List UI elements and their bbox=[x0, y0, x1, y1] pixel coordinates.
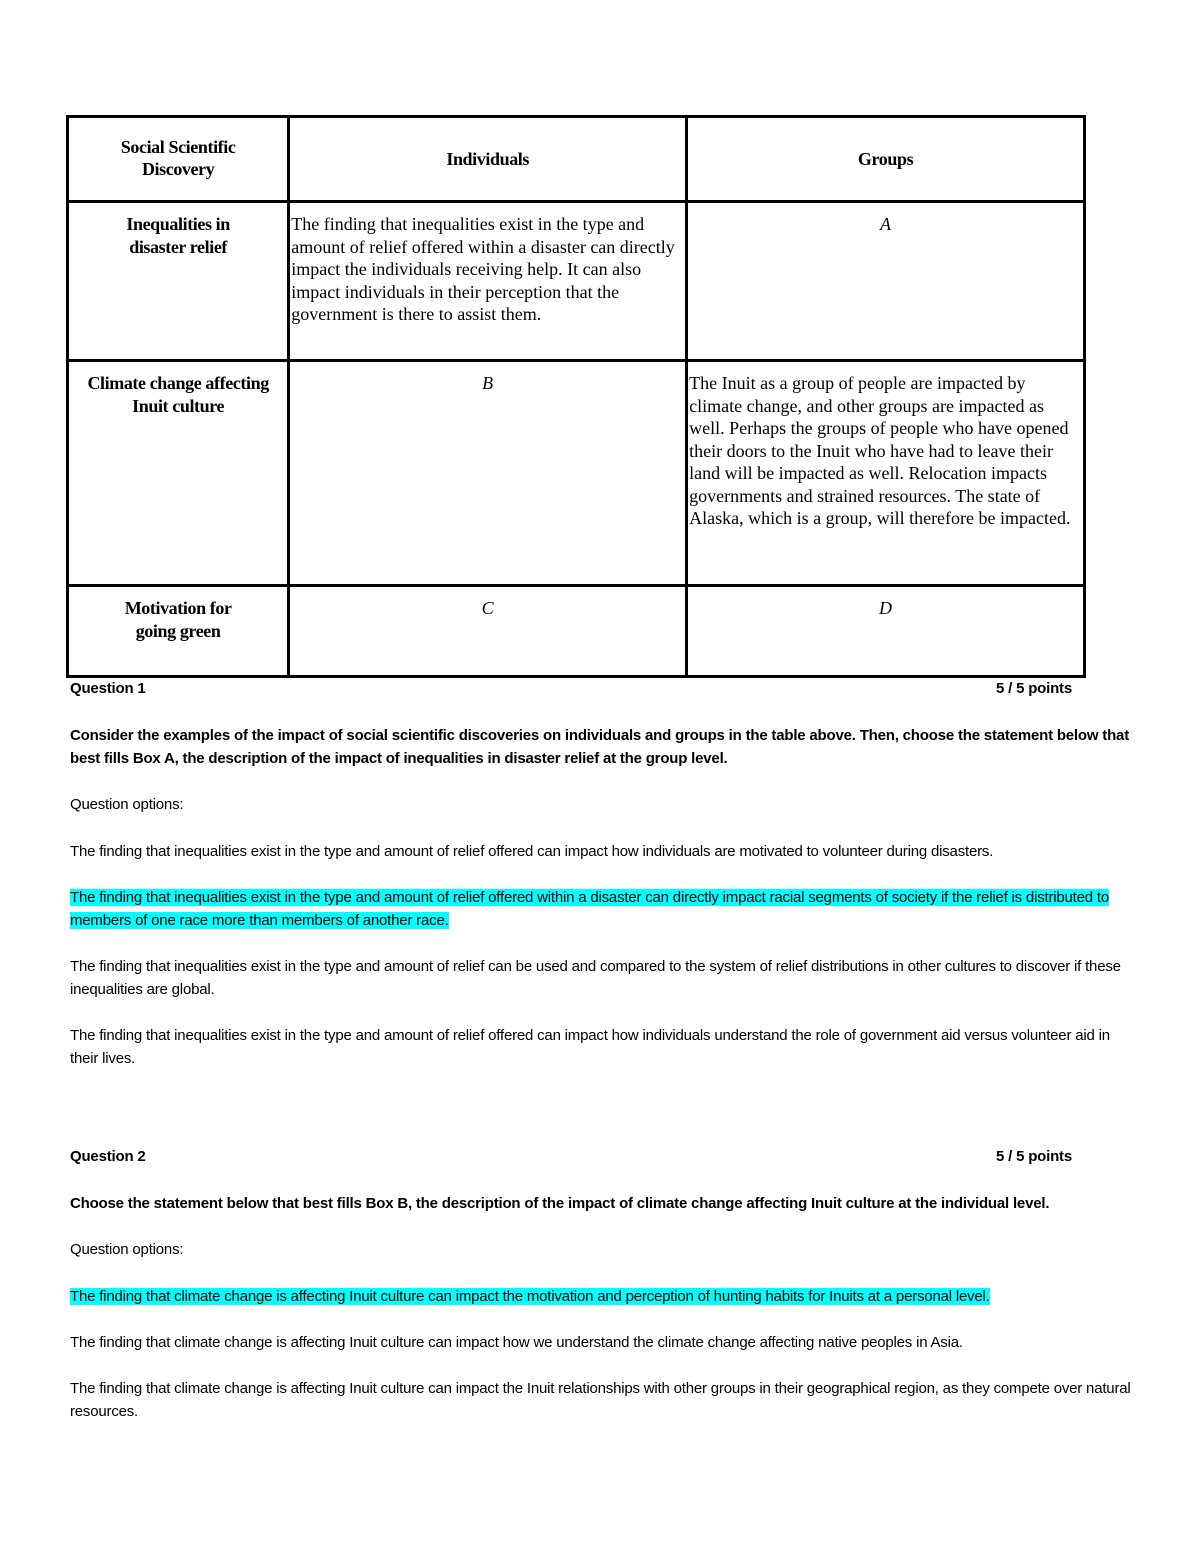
row-discovery-inequalities bbox=[68, 202, 289, 361]
answer-option-text-highlighted: The finding that climate change is affecting Inuit culture can impact the motivation and perception of hunting habits for Inuits at a personal level. bbox=[70, 1288, 990, 1305]
answer-option[interactable] bbox=[70, 1024, 1134, 1070]
answer-option-text: The finding that inequalities exist in the type and amount of relief offered can impact how individuals are motivated to volunteer during disasters. bbox=[70, 843, 994, 860]
table-row bbox=[68, 202, 1085, 361]
answer-option-selected[interactable] bbox=[70, 1285, 1134, 1308]
table-header-row bbox=[68, 117, 1085, 202]
answer-option-text-highlighted: The finding that inequalities exist in the type and amount of relief offered within a disaster can directly impact racial segments of society if the relief is distributed to members of one race more than members of another race. bbox=[70, 889, 1110, 929]
question-header bbox=[70, 677, 1072, 700]
answer-option-text: The finding that inequalities exist in the type and amount of relief can be used and compared to the system of relief distributions in other cultures to discover if these inequalities are global. bbox=[70, 958, 1121, 998]
header-individuals: Individuals bbox=[289, 117, 687, 202]
answer-option[interactable] bbox=[70, 955, 1134, 1001]
table-row bbox=[68, 361, 1085, 586]
question-title: Question 1 bbox=[70, 680, 146, 697]
question-score: 5 / 5 points bbox=[996, 1148, 1072, 1165]
answer-option[interactable] bbox=[70, 840, 1134, 863]
cell-groups-climate: The Inuit as a group of people are impacted by climate change, and other groups are impacted as well. Perhaps the groups of people who have opened their doors to the Inuit who have had to leave their land will be impacted as well. Relocation impacts governments and strained resources. The state of Alaska, which is a group, will therefore be impacted. bbox=[687, 361, 1085, 586]
box-c: C bbox=[289, 586, 687, 677]
question-prompt: Choose the statement below that best fills Box B, the description of the impact of climate change affecting Inuit culture at the individual level. bbox=[70, 1195, 1050, 1212]
question-header bbox=[70, 1145, 1072, 1168]
answer-option-text: The finding that inequalities exist in the type and amount of relief offered can impact how individuals understand the role of government aid versus volunteer aid in their lives. bbox=[70, 1027, 1110, 1067]
question-2 bbox=[70, 1145, 1134, 1423]
box-d: D bbox=[687, 586, 1085, 677]
question-1 bbox=[70, 677, 1134, 1070]
question-title: Question 2 bbox=[70, 1148, 146, 1165]
row-discovery-green bbox=[68, 586, 289, 677]
answer-option[interactable] bbox=[70, 1331, 1134, 1354]
answer-option[interactable] bbox=[70, 1377, 1134, 1423]
question-score: 5 / 5 points bbox=[996, 680, 1072, 697]
row-discovery-text: Inequalities in disaster relief bbox=[126, 214, 230, 257]
table-row bbox=[68, 586, 1085, 677]
answer-option-selected[interactable] bbox=[70, 886, 1134, 932]
box-a: A bbox=[687, 202, 1085, 361]
row-discovery-climate: Climate change affecting Inuit culture bbox=[68, 361, 289, 586]
answer-option-text: The finding that climate change is affecting Inuit culture can impact how we understand the climate change affecting native peoples in Asia. bbox=[70, 1334, 963, 1351]
options-label: Question options: bbox=[70, 796, 184, 813]
box-b: B bbox=[289, 361, 687, 586]
impact-table bbox=[66, 115, 1086, 678]
cell-individuals-inequalities: The finding that inequalities exist in the type and amount of relief offered within a disaster can directly impact the individuals receiving help. It can also impact individuals in their perception that the government is there to assist them. bbox=[289, 202, 687, 361]
options-label: Question options: bbox=[70, 1241, 184, 1258]
answer-option-text: The finding that climate change is affecting Inuit culture can impact the Inuit relationships with other groups in their geographical region, as they compete over natural resources. bbox=[70, 1380, 1131, 1420]
header-groups: Groups bbox=[687, 117, 1085, 202]
row-discovery-text: Motivation for going green bbox=[124, 598, 232, 641]
header-discovery bbox=[68, 117, 289, 202]
question-prompt: Consider the examples of the impact of social scientific discoveries on individuals and groups in the table above. Then, choose the statement below that best fills Box A, the description of the impact of inequalities in disaster relief at the group level. bbox=[70, 727, 1129, 767]
header-discovery-text: Social Scientific Discovery bbox=[120, 136, 236, 179]
